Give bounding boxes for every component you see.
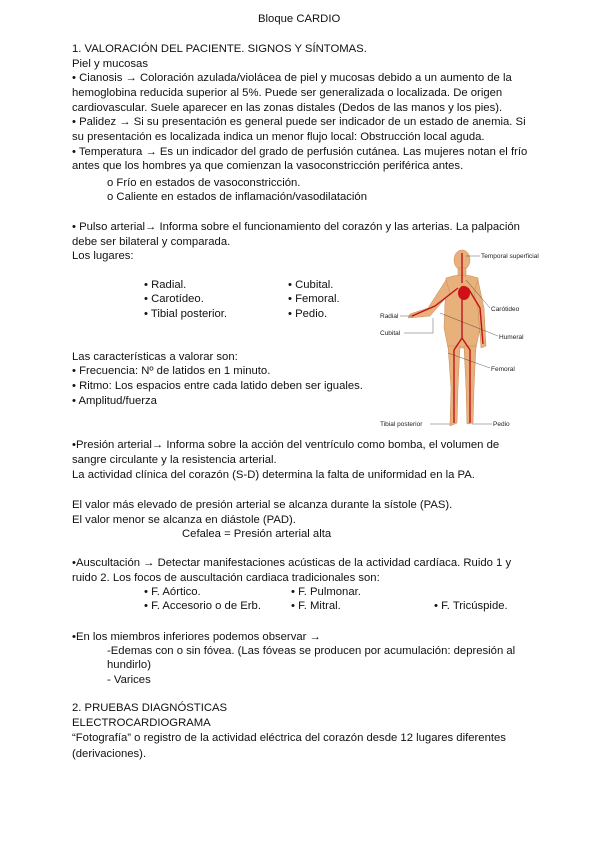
list-item: • F. Tricúspide. <box>434 600 508 612</box>
text-line: •Auscultación → Detectar manifestaciones acústicas de la actividad cardíaca. Ruido 1 y <box>72 557 512 569</box>
figure-label: Radial <box>380 313 399 320</box>
text-line: La actividad clínica del corazón (S-D) determina la falta de uniformidad en la PA. <box>72 469 475 481</box>
figure-label: Humeral <box>499 334 524 341</box>
text-line: El valor menor se alcanza en diástole (PAD). <box>72 514 296 526</box>
text-line: hemoglobina reducida superior al 5%. Puede ser generalizada o localizada. De origen <box>72 87 503 99</box>
text-line: Cefalea = Presión arterial alta <box>182 528 332 540</box>
text-line: • Ritmo: Los espacios entre cada latido deben ser iguales. <box>72 380 363 392</box>
text-line: sangre circulante y la resistencia arterial. <box>72 454 277 466</box>
text-line: • Palidez → Si su presentación es general puede ser indicador de un estado de anemia. Si <box>72 116 526 128</box>
text-line: Los lugares: <box>72 250 134 262</box>
list-item: • F. Accesorio o de Erb. <box>144 600 261 612</box>
subheading: Piel y mucosas <box>72 58 148 70</box>
list-item: • Femoral. <box>288 293 340 305</box>
pulse-points-figure <box>380 238 539 434</box>
list-item: • Cubital. <box>288 279 334 291</box>
list-item: • Tibial posterior. <box>144 308 228 320</box>
text-line: ruido 2. Los focos de auscultación cardiaca tradicionales son: <box>72 572 380 584</box>
text-line: • Amplitud/fuerza <box>72 395 157 407</box>
text-line: • Frecuencia: Nº de latidos en 1 minuto. <box>72 365 271 377</box>
text-line: • Temperatura → Es un indicador del grado de perfusión cutánea. Las mujeres notan el frío <box>72 146 528 158</box>
text-line: antes que los hombres ya que comienzan la vasoconstricción periférica antes. <box>72 160 464 172</box>
figure-label: Temporal superficial <box>481 253 539 260</box>
list-item: • F. Aórtico. <box>144 586 201 598</box>
text-line: “Fotografía” o registro de la actividad eléctrica del corazón desde 12 lugares diferentes <box>72 732 506 744</box>
figure-label: Carótideo <box>491 306 520 313</box>
list-item: • F. Pulmonar. <box>291 586 361 598</box>
sub-item: o Frío en estados de vasoconstricción. <box>107 177 301 189</box>
list-item: • F. Mitral. <box>291 600 341 612</box>
text-line: -Edemas con o sin fóvea. (Las fóveas se producen por acumulación: depresión al <box>107 645 516 657</box>
text-line: El valor más elevado de presión arterial se alcanza durante la sístole (PAS). <box>72 499 453 511</box>
figure-label: Femoral <box>491 366 515 373</box>
text-line: •Presión arterial→ Informa sobre la acción del ventrículo como bomba, el volumen de <box>72 439 500 451</box>
text-line: Las características a valorar son: <box>72 351 238 363</box>
text-line: cardiovascular. Suele aparecer en las zonas distales (Dedos de las manos y los pies). <box>72 102 503 114</box>
text-line: - Varices <box>107 674 151 686</box>
list-item: • Carotídeo. <box>144 293 204 305</box>
list-item: • Radial. <box>144 279 187 291</box>
text-line: hundirlo) <box>107 659 151 671</box>
text-line: su presentación es localizada indica un menor flujo local: Obstrucción local aguda. <box>72 131 485 143</box>
document-title: Bloque CARDIO <box>258 13 341 25</box>
sub-item: o Caliente en estados de inflamación/vasodilatación <box>107 191 367 203</box>
text-line: debe ser bilateral y comparada. <box>72 236 231 248</box>
text-line: (derivaciones). <box>72 748 147 760</box>
subheading: ELECTROCARDIOGRAMA <box>72 717 211 729</box>
list-item: • Pedio. <box>288 308 328 320</box>
text-line: • Cianosis → Coloración azulada/violácea de piel y mucosas debido a un aumento de la <box>72 72 512 84</box>
figure-label: Cubital <box>380 330 401 337</box>
section-heading: 2. PRUEBAS DIAGNÓSTICAS <box>72 702 228 714</box>
figure-label: Tibial posterior <box>380 421 423 428</box>
text-line: •En los miembros inferiores podemos observar → <box>72 631 321 643</box>
text-line: • Pulso arterial→ Informa sobre el funcionamiento del corazón y las arterias. La palpación <box>72 221 520 233</box>
section-heading: 1. VALORACIÓN DEL PACIENTE. SIGNOS Y SÍNTOMAS. <box>72 43 367 55</box>
figure-label: Pedio <box>493 421 510 428</box>
